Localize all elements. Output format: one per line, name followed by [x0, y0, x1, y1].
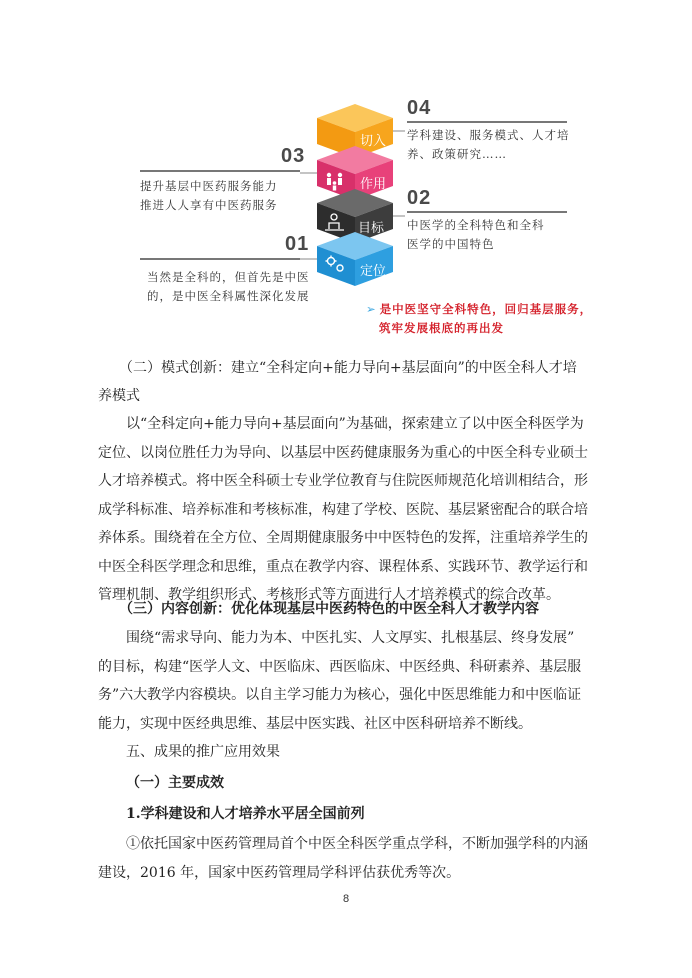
block-label-qieru: 切入: [360, 133, 387, 148]
step-number-04: 04: [407, 97, 432, 119]
section-2-body: 以“全科定向+能力导向+基层面向”为基础，探索建立了以中医全科医学为 定位、以岗位胜任力为导向、以基层中医药健康服务为重心的中医全科专业硕士 人才培养模式。将中医全科硕士专业学位教育与住院医师规范化培训相结合，形 成学科标准、培养标准和考核标准，构建了学校、医院、基层紧密配合的联合培 养体系。围绕着在全方位、全周期健康服务中中医特色的发挥，注重培养学生的 中医全科医学理念和思维，重点在教学内容、课程体系、实践环节、教学运行和 管理机制、教学组织形式、考核形式等方面进行人才培养模式的综合改革。: [98, 416, 588, 603]
desc-mubiao: 中医学的全科特色和全科 医学的中国特色: [407, 218, 545, 251]
section-2-heading: （二）模式创新：建立“全科定向+能力导向+基层面向”的中医全科人才培 养模式: [98, 360, 577, 404]
divider-line: [140, 258, 300, 260]
step-number-01: 01: [285, 233, 310, 255]
section-5-body: ①依托国家中医药管理局首个中医全科医学重点学科，不断加强学科的内涵 建设，2016 年，国家中医药管理局学科评估获优秀等次。: [98, 836, 588, 881]
page-number: 8: [342, 893, 350, 905]
section-3-body: 围绕“需求导向、能力为本、中医扎实、人文厚实、扎根基层、终身发展” 的目标，构建“医学人文、中医临床、西医临床、中医经典、科研素养、基层服 务”六大教学内容模块。以自主学习能力为核心，强化中医思维能力和中医临证 能力，实现中医经典思维、基层中医实践、社区中医科研培养不断线。: [98, 630, 582, 732]
desc-dingwei: 当然是全科的，但首先是中医 的，是中医全科属性深化发展: [147, 270, 310, 303]
highlight-note: ➢ 是中医坚守全科特色，回归基层服务， 筑牢发展根底的再出发: [366, 302, 593, 335]
section-5-heading: 五、成果的推广应用效果: [126, 744, 280, 760]
divider-line: [407, 211, 567, 213]
stacked-blocks-graphic: [0, 0, 692, 345]
section-3-heading: （三）内容创新：优化体现基层中医药特色的中医全科人才教学内容: [119, 601, 539, 617]
step-number-02: 02: [407, 187, 432, 209]
arrow-right-icon: ➢: [366, 302, 377, 316]
block-label-mubiao: 目标: [358, 220, 385, 235]
divider-line: [407, 121, 567, 123]
desc-zuoyong: 提升基层中医药服务能力 推进人人享有中医药服务: [140, 179, 278, 212]
block-dingwei: [317, 232, 393, 286]
block-label-dingwei: 定位: [360, 263, 387, 278]
divider-line: [140, 170, 300, 172]
block-label-zuoyong: 作用: [360, 176, 387, 191]
model-diagram: [0, 0, 692, 345]
step-number-03: 03: [281, 145, 306, 167]
desc-qieru: 学科建设、服务模式、人才培 养、政策研究……: [407, 128, 570, 161]
section-5-1-heading: 1.学科建设和人才培养水平居全国前列: [126, 806, 365, 822]
section-5-subheading: （一）主要成效: [126, 775, 224, 791]
